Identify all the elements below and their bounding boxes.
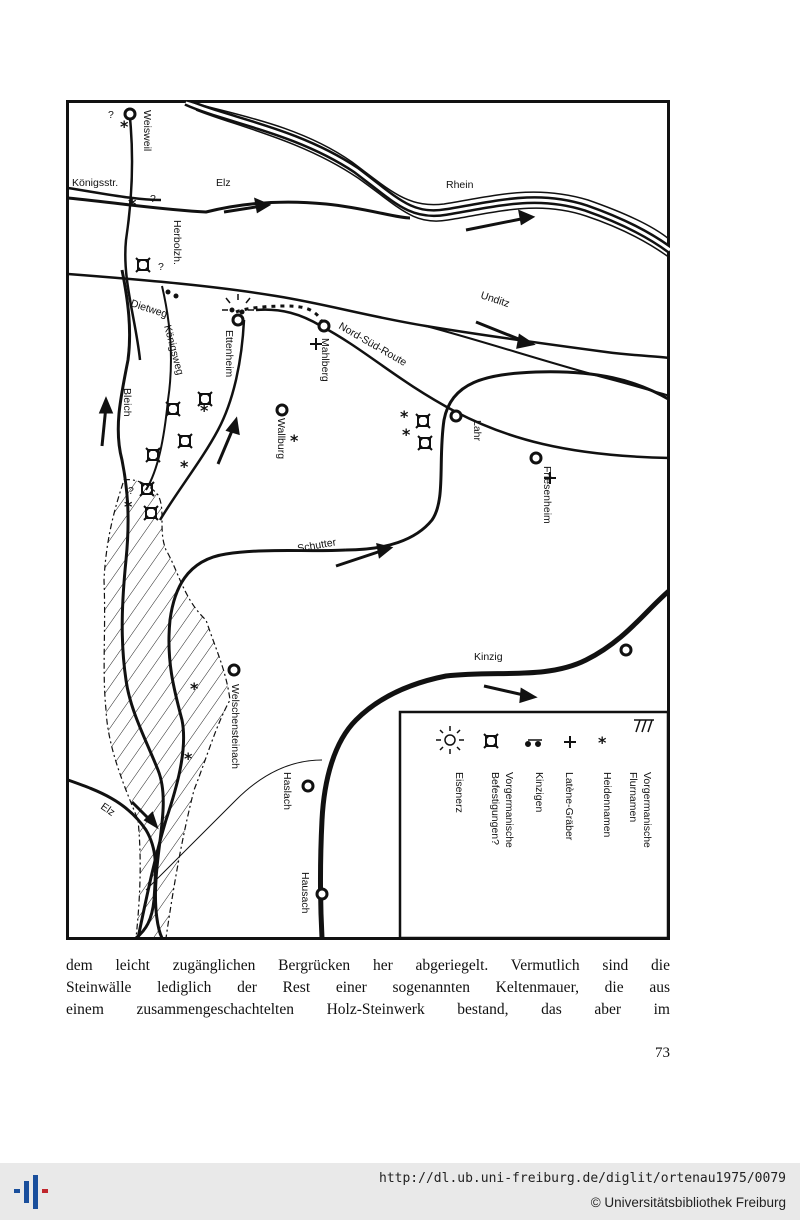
svg-text:*: * xyxy=(180,457,189,476)
label-friesenheim: Friesenheim xyxy=(541,466,553,524)
label-wallburg: Wallburg xyxy=(275,418,287,460)
label-mahlberg: Mahlberg xyxy=(319,338,331,382)
legend-label-3-line-0: Kinzigen xyxy=(533,772,545,813)
label-lahr: Lahr xyxy=(471,420,483,442)
legend-label-4-line-0: Vorgermanische xyxy=(503,772,515,848)
legend-frame xyxy=(400,712,668,938)
label-koenigsstr: Königsstr. xyxy=(72,177,119,189)
label-kinzig: Kinzig xyxy=(474,651,503,663)
legend-label-4-line-1: Befestigungen? xyxy=(489,772,501,845)
asterisk-icon: * xyxy=(598,733,607,752)
library-logo-icon xyxy=(12,1171,52,1211)
rhein-river xyxy=(178,100,670,258)
svg-text:*: * xyxy=(400,407,409,426)
label-herbolzh: Herbolzh. xyxy=(171,220,183,265)
page-number: 73 xyxy=(655,1045,670,1061)
kinzig-markers xyxy=(166,290,245,315)
body-text xyxy=(66,955,670,1021)
label-rhein: Rhein xyxy=(446,179,474,191)
question-mark-3: ? xyxy=(158,261,164,273)
label-welschensteinach: Welschensteinach xyxy=(229,684,241,770)
label-schutter: Schutter xyxy=(296,536,338,555)
question-mark-4: ? xyxy=(128,485,134,497)
footer-copyright: © Universitätsbibliothek Freiburg xyxy=(590,1195,786,1210)
svg-text:*: * xyxy=(190,679,199,698)
label-hausach: Hausach xyxy=(299,872,311,914)
body-text-line: einem zusammengeschachtelten Holz-Steinwerk bestand, das aber im xyxy=(66,1001,670,1018)
label-elz: Elz xyxy=(216,177,231,189)
weisweil-road xyxy=(125,118,140,360)
legend xyxy=(400,712,668,938)
footer-bar xyxy=(0,1163,800,1220)
label-weisweil: Weisweil xyxy=(141,110,153,152)
label-unditz: Unditz xyxy=(479,289,512,311)
svg-text:*: * xyxy=(402,425,411,444)
footer-url-link[interactable]: http://dl.ub.uni-freiburg.de/diglit/ortenau1975/0079 xyxy=(379,1171,786,1186)
schutter-loop xyxy=(346,372,670,550)
label-dietweg: Dietweg xyxy=(129,297,169,321)
question-mark-2: ? xyxy=(150,193,156,205)
label-haslach: Haslach xyxy=(281,772,293,810)
legend-label-2-line-0: Latène-Gräber xyxy=(563,772,575,841)
unditz-river xyxy=(426,326,670,396)
legend-label-0-line-1: Flurnamen xyxy=(627,772,639,823)
svg-text:*: * xyxy=(120,117,129,136)
legend-label-1-line-0: Heidennamen xyxy=(601,772,613,838)
elz-river-north xyxy=(68,198,410,218)
map-figure xyxy=(66,100,670,940)
svg-text:*: * xyxy=(128,195,137,214)
svg-text:*: * xyxy=(184,749,193,768)
label-koenigsweg: Königsweg xyxy=(161,323,186,377)
legend-label-0-line-0: Vorgermanische xyxy=(641,772,653,848)
svg-text:*: * xyxy=(290,431,299,450)
latene-graves-markers xyxy=(310,338,556,484)
label-bleich: Bleich xyxy=(121,388,133,417)
label-nord-sued-route: Nord-Süd-Route xyxy=(336,320,409,369)
question-mark-1: ? xyxy=(108,109,114,121)
body-text-line: Steinwälle lediglich der Rest einer sogenannten Keltenmauer, die aus xyxy=(66,979,670,996)
body-text-line: dem leicht zugänglichen Bergrücken her abgeriegelt. Vermutlich sind die xyxy=(66,957,670,974)
label-elz-south: Elz xyxy=(98,800,118,819)
svg-text:*: * xyxy=(200,401,209,420)
legend-label-5-line-0: Eisenerz xyxy=(453,772,465,813)
svg-text:*: * xyxy=(124,497,133,516)
iron-ore-marker xyxy=(222,294,254,310)
label-ettenheim: Ettenheim xyxy=(223,330,235,378)
